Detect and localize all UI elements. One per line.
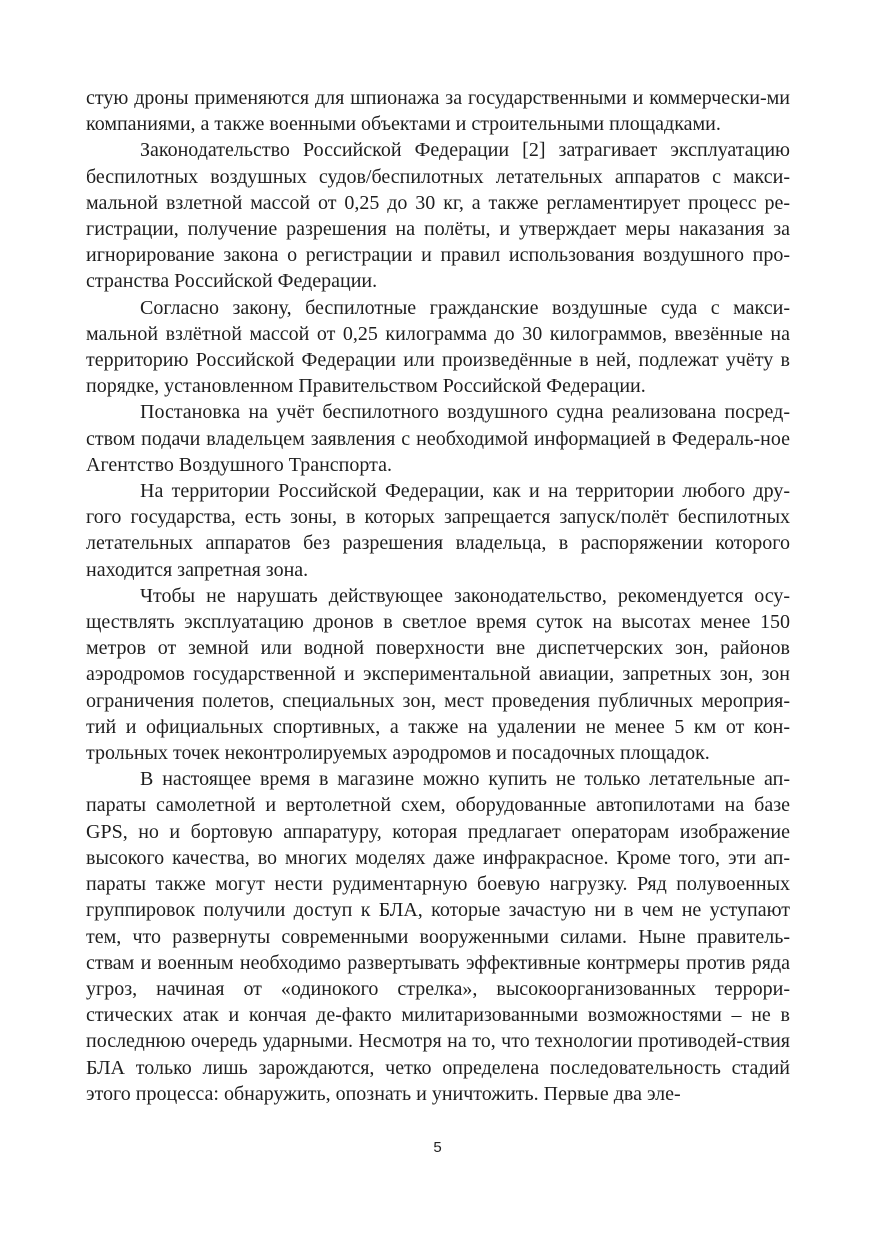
paragraph-countermeasures: В настоящее время в магазине можно купить не только летательные ап-параты самолетной и вертолетной схем, оборудованные автопилотами на базе GPS, но и бортовую аппаратуру, которая предлагает операторам изображение высокого качества, во многих моделях даже инфракрасное. Кроме того, эти ап-параты также могут нести рудиментарную боевую нагрузку. Ряд полувоенных группировок получили доступ к БЛА, которые зачастую ни в чем не уступают тем, что развернуты современными вооруженными силами. Ныне правитель-ствам и военным необходимо развертывать эффективные контрмеры против ряда угроз, начиная от «одинокого стрелка», высокоорганизованных террори-стических атак и кончая де-факто милитаризованными возможностями – не в последнюю очередь ударными. Несмотря на то, что технологии противодей-ствия БЛА только лишь зарождаются, четко определена последовательность стадий этого процесса: обнаружить, опознать и уничтожить. Первые два эле-	[86, 768, 790, 1105]
paragraph-registration-procedure: Постановка на учёт беспилотного воздушного судна реализована посред-ством подачи владельцем заявления с необходимой информацией в Федераль-ное Агентство Воздушного Транспорта.	[86, 401, 790, 476]
paragraph-recommendations: Чтобы не нарушать действующее законодательство, рекомендуется осу-ществлять эксплуатацию дронов в светлое время суток на высотах менее 150 метров от земной или водной поверхности вне диспетчерских зон, районов аэродромов государственной и экспериментальной авиации, запретных зон, зон ограничения полетов, специальных зон, мест проведения публичных мероприя-тий и официальных спортивных, а также на удалении не менее 5 км от кон-трольных точек неконтролируемых аэродромов и посадочных площадок.	[86, 584, 790, 765]
paragraph-restricted-zones: На территории Российской Федерации, как и на территории любого дру-гого государства, есть зоны, в которых запрещается запуск/полёт беспилотных летательных аппаратов без разрешения владельца, в распоряжении которого находится запретная зона.	[86, 480, 790, 581]
body-text	[86, 85, 790, 1107]
paragraph-continuation: стую дроны применяются для шпионажа за государственными и коммерчески-ми компаниями, а также военными объектами и строительными площадками.	[86, 87, 790, 136]
paragraph-legislation: Законодательство Российской Федерации [2] затрагивает эксплуатацию беспилотных воздушных судов/беспилотных летательных аппаратов с макси-мальной взлетной массой от 0,25 до 30 кг, а также регламентирует процесс ре-гистрации, получение разрешения на полёты, и утверждает меры наказания за игнорирование закона о регистрации и правил использования воздушного про-странства Российской Федерации.	[86, 139, 790, 293]
paragraph-law-registration: Согласно закону, беспилотные гражданские воздушные суда с макси-мальной взлётной массой от 0,25 килограмма до 30 килограммов, ввезённые на территорию Российской Федерации или произведённые в ней, подлежат учёту в порядке, установленном Правительством Российской Федерации.	[86, 296, 790, 398]
page-number: 5	[433, 1139, 442, 1156]
